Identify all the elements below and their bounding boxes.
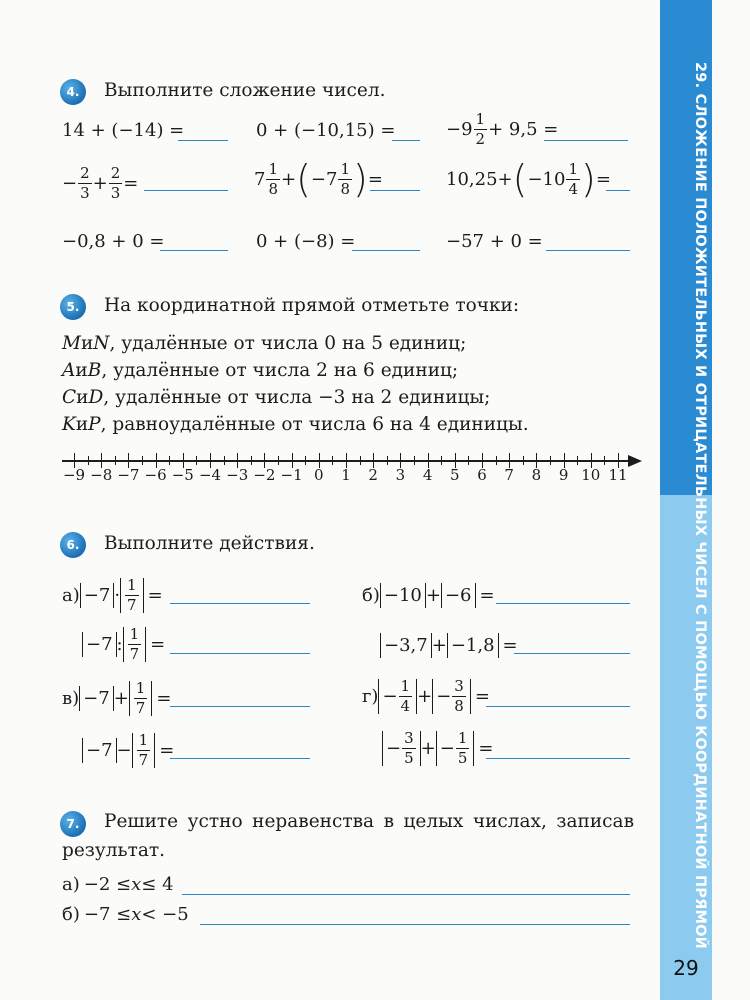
plus-sign: + (281, 168, 297, 190)
numerator: 3 (454, 677, 464, 695)
fraction (128, 627, 142, 662)
answer-line[interactable] (370, 190, 420, 191)
equals-sign: = (123, 173, 139, 194)
abs (380, 633, 432, 658)
expr-text: −1,8 (450, 635, 495, 656)
fraction (338, 159, 352, 198)
equals-sign: = (502, 635, 518, 656)
var: B (87, 360, 102, 381)
denominator: 3 (110, 184, 121, 202)
expr-text: −9 (446, 119, 473, 140)
answer-line[interactable] (200, 924, 630, 925)
expr-text: −7 (86, 634, 113, 655)
task4-r3-a (62, 231, 165, 252)
abs (447, 633, 499, 658)
answer-line[interactable] (486, 706, 630, 707)
abs (380, 583, 426, 608)
answer-line[interactable] (178, 140, 228, 141)
fraction (78, 166, 92, 201)
task5-line-2 (62, 360, 458, 381)
answer-line[interactable] (606, 190, 630, 191)
var: x (131, 874, 142, 895)
abs (382, 731, 421, 766)
task6-a1 (62, 578, 163, 613)
abs (432, 679, 471, 714)
denominator: 5 (404, 749, 414, 767)
task4-r3-c (446, 231, 543, 252)
denominator: 5 (457, 749, 468, 767)
denominator: 7 (135, 699, 146, 717)
numerator: 1 (138, 731, 149, 749)
abs (82, 632, 117, 657)
answer-line[interactable] (170, 706, 310, 707)
task7-badge: 7. (60, 811, 86, 837)
expr-text: −7 (310, 168, 338, 190)
expr-text: 0 + (−10,15) = (256, 120, 396, 141)
item-label: г) (362, 686, 379, 707)
var: K (62, 414, 76, 435)
minus-sign: − (436, 686, 452, 707)
task4-r2-c (446, 157, 611, 201)
task6-badge: 6. (60, 532, 86, 558)
axis-minor-tick (468, 456, 469, 465)
abs (441, 583, 476, 608)
task5-line-4 (62, 414, 529, 435)
item-label: б) (362, 585, 380, 606)
answer-line[interactable] (544, 140, 628, 141)
axis-tick-label: 9 (558, 466, 569, 484)
expr-text: + 9,5 = (488, 119, 559, 140)
axis-arrow (628, 455, 642, 467)
task6-b2 (380, 633, 518, 658)
expr-text: −10 (527, 168, 566, 190)
numerator: 1 (129, 625, 140, 643)
answer-line[interactable] (496, 603, 630, 604)
right-paren: ) (581, 157, 596, 201)
axis-tick-label: −2 (253, 466, 276, 484)
axis-minor-tick (387, 456, 388, 465)
denominator: 2 (475, 130, 486, 148)
axis-tick-label: −3 (226, 466, 249, 484)
plus-sign: + (420, 738, 436, 759)
abs (436, 731, 475, 766)
denominator: 4 (568, 179, 578, 198)
task5-line-3 (62, 387, 490, 408)
abs (79, 686, 114, 711)
abs (120, 578, 144, 613)
axis-minor-tick (414, 456, 415, 465)
axis-minor-tick (523, 456, 524, 465)
numerator: 1 (268, 159, 278, 178)
abs (378, 679, 417, 714)
task4-title: Выполните сложение чисел. (104, 80, 386, 101)
numerator: 1 (400, 677, 411, 695)
axis-tick-label: 2 (368, 466, 378, 484)
left-paren: ( (512, 157, 528, 201)
task7-title-line1: Решите устно неравенства в целых числах, записав (104, 811, 634, 832)
fraction (474, 112, 488, 147)
axis-minor-tick (496, 456, 497, 465)
axis-tick-label: −1 (280, 466, 303, 484)
text: и (75, 360, 88, 381)
axis-minor-tick (577, 456, 578, 465)
var: A (62, 360, 76, 381)
axis-tick-label: 1 (341, 466, 351, 484)
expr-text: −7 ≤ (83, 904, 132, 925)
left-paren: ( (296, 157, 311, 201)
var: M (62, 333, 81, 354)
numerator: 1 (568, 159, 578, 178)
task6-v2 (82, 733, 174, 768)
axis-minor-tick (604, 456, 605, 465)
axis-tick-label: 11 (608, 466, 628, 484)
axis-tick-label: 7 (504, 466, 514, 484)
coordinate-line[interactable] (62, 452, 648, 486)
axis-minor-tick (441, 456, 442, 465)
minus-sign: − (386, 738, 402, 759)
task4-r1-a (62, 120, 184, 141)
expr-text: −7 (83, 585, 111, 606)
abs (132, 733, 156, 768)
task7-a (62, 874, 174, 895)
abs (129, 681, 153, 716)
equals-sign: = (150, 634, 166, 655)
expr-text: −2 ≤ (83, 874, 132, 895)
equals-sign: = (159, 740, 175, 761)
axis-minor-tick (278, 456, 279, 465)
page-number: 29 (673, 956, 699, 980)
axis-tick-label: 8 (531, 466, 542, 484)
expr-text: −57 + 0 = (446, 231, 543, 252)
denominator: 8 (454, 697, 464, 715)
right-paren: ) (353, 157, 368, 201)
minus-sign: − (62, 173, 78, 194)
expr-text: −7 (86, 740, 113, 761)
numerator: 1 (135, 679, 146, 697)
expr-text: 7 (254, 168, 266, 190)
axis-tick-label: 0 (314, 466, 324, 484)
expr-text: −0,8 + 0 = (62, 231, 165, 252)
minus-sign: − (116, 740, 132, 761)
task6-title: Выполните действия. (104, 533, 315, 554)
answer-line[interactable] (170, 653, 310, 654)
numerator: 1 (127, 576, 137, 594)
axis-minor-tick (196, 456, 197, 465)
axis-tick-label: −5 (171, 466, 194, 484)
axis-tick-label: −4 (198, 466, 222, 484)
task4-badge: 4. (60, 79, 86, 105)
answer-line[interactable] (182, 894, 630, 895)
numerator: 2 (110, 164, 121, 182)
fraction (137, 733, 151, 768)
abs (123, 627, 147, 662)
task4-r1-c (446, 112, 558, 147)
denominator: 7 (127, 596, 137, 614)
task5-line-1 (62, 333, 466, 354)
plus-sign: + (431, 635, 447, 656)
answer-line[interactable] (392, 140, 420, 141)
expr-text: ≤ 4 (141, 874, 174, 895)
fraction (109, 166, 123, 201)
fraction (399, 679, 413, 714)
numerator: 1 (340, 159, 351, 178)
text: , удалённые от числа −3 на 2 единицы; (103, 387, 491, 408)
axis-minor-tick (251, 456, 252, 465)
plus-sign: + (417, 686, 433, 707)
axis-minor-tick (88, 456, 89, 465)
equals-sign: = (156, 688, 172, 709)
numerator: 2 (80, 164, 90, 182)
answer-line[interactable] (170, 603, 310, 604)
fraction (402, 731, 416, 766)
numerator: 1 (475, 110, 486, 128)
item-label: а) (62, 585, 80, 606)
text: и (75, 414, 89, 435)
equals-sign: = (595, 168, 611, 190)
equals-sign: = (479, 585, 495, 606)
plus-sign: + (113, 688, 129, 709)
plus-sign: + (497, 168, 513, 190)
equals-sign: = (478, 738, 494, 759)
chapter-title-part2: ЧИСЕЛ С ПОМОЩЬЮ КООРДИНАТНОЙ ПРЯМОЙ (692, 541, 708, 949)
denominator: 8 (268, 179, 278, 198)
text: и (80, 333, 94, 354)
item-label: а) (62, 874, 80, 895)
item-label: в) (62, 688, 80, 709)
answer-line[interactable] (352, 250, 420, 251)
task6-v1 (62, 681, 171, 716)
equals-sign: = (474, 686, 490, 707)
axis-minor-tick (360, 456, 361, 465)
axis-line (62, 460, 632, 462)
axis-tick-label: 6 (477, 466, 487, 484)
var: x (131, 904, 142, 925)
var: C (62, 387, 77, 408)
fraction (452, 679, 466, 714)
denominator: 8 (340, 179, 351, 198)
denominator: 7 (138, 751, 149, 769)
fraction (266, 159, 280, 198)
denominator: 7 (129, 645, 140, 663)
task4-r2-b (254, 157, 383, 201)
axis-minor-tick (224, 456, 225, 465)
abs (82, 738, 117, 763)
expr-text: −6 (444, 585, 472, 606)
axis-tick-label: −6 (144, 466, 167, 484)
chapter-sidebar (660, 0, 712, 1000)
text: , удалённые от числа 2 на 6 единиц; (101, 360, 459, 381)
task4-r2-a (62, 166, 138, 201)
fraction (566, 159, 580, 198)
axis-minor-tick (550, 456, 551, 465)
answer-line[interactable] (160, 250, 228, 251)
equals-sign: = (147, 585, 163, 606)
axis-minor-tick (142, 456, 143, 465)
denominator: 3 (80, 184, 90, 202)
axis-minor-tick (305, 456, 306, 465)
task7-b (62, 904, 189, 925)
axis-minor-tick (169, 456, 170, 465)
task5-title: На координатной прямой отметьте точки: (104, 295, 520, 316)
task6-a2 (82, 627, 165, 662)
axis-minor-tick (332, 456, 333, 465)
divide-sign: : (116, 634, 123, 655)
expr-text: −10 (383, 585, 422, 606)
chapter-title (664, 62, 708, 949)
abs (80, 583, 115, 608)
answer-line[interactable] (546, 250, 630, 251)
expr-text: −7 (83, 688, 110, 709)
axis-tick-label: 5 (450, 466, 460, 484)
expr-text: 14 + (−14) = (62, 120, 185, 141)
axis-tick-label: −9 (62, 466, 86, 484)
plus-sign: + (425, 585, 441, 606)
denominator: 4 (400, 697, 411, 715)
fraction (125, 578, 139, 613)
numerator: 1 (457, 729, 468, 747)
times-sign: · (114, 585, 121, 606)
axis-tick-label: −8 (90, 466, 113, 484)
task5-badge: 5. (60, 294, 86, 320)
plus-sign: + (92, 173, 108, 194)
numerator: 3 (404, 729, 414, 747)
expr-text: −3,7 (384, 635, 428, 656)
task4-r3-b (256, 231, 355, 252)
text: , равноудалённые от числа 6 на 4 единицы. (100, 414, 529, 435)
task7-title-line2: результат. (62, 840, 165, 861)
text: , удалённые от числа 0 на 5 единиц; (109, 333, 467, 354)
axis-tick-label: −7 (117, 466, 140, 484)
fraction (456, 731, 470, 766)
axis-tick-label: 4 (422, 466, 433, 484)
minus-sign: − (382, 686, 398, 707)
item-label: б) (62, 904, 80, 925)
axis-tick-label: 3 (395, 466, 406, 484)
answer-line[interactable] (514, 653, 630, 654)
minus-sign: − (439, 738, 455, 759)
var: N (93, 333, 110, 354)
expr-text: 10,25 (446, 168, 498, 190)
task4-r1-b (256, 120, 395, 141)
expr-text: 0 + (−8) = (256, 231, 356, 252)
text: и (76, 387, 89, 408)
expr-text: < −5 (141, 904, 189, 925)
fraction (134, 681, 148, 716)
task6-b1 (362, 583, 495, 608)
var: D (88, 387, 104, 408)
chapter-title-part1: 29. СЛОЖЕНИЕ ПОЛОЖИТЕЛЬНЫХ И ОТРИЦАТЕЛЬНЫХ (692, 62, 708, 542)
task6-g2 (382, 731, 493, 766)
var: P (88, 414, 101, 435)
task6-g1 (362, 679, 490, 714)
equals-sign: = (367, 168, 383, 190)
answer-line[interactable] (144, 190, 228, 191)
answer-line[interactable] (486, 758, 630, 759)
answer-line[interactable] (170, 758, 310, 759)
axis-tick-label: 10 (581, 466, 601, 484)
axis-minor-tick (115, 456, 116, 465)
